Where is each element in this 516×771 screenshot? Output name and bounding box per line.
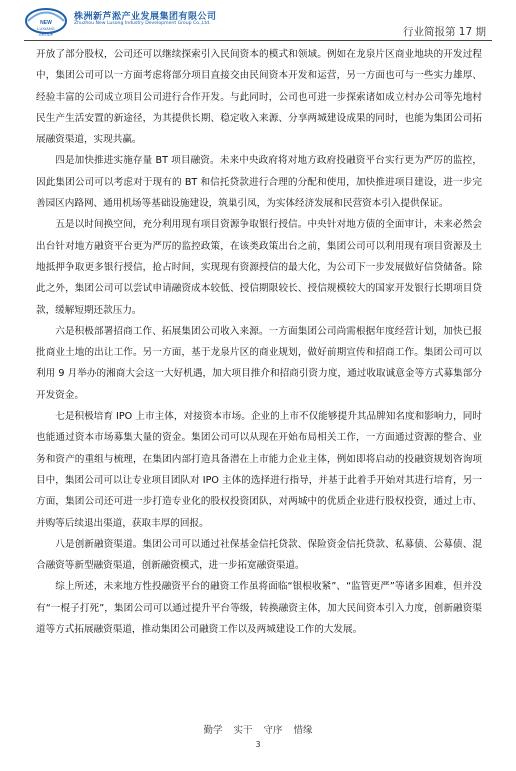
svg-text:GROUP: GROUP — [38, 32, 54, 37]
paragraph-item-5: 五是以时间换空间，充分利用现有项目资源争取银行授信。中央针对地方债的全面审计，未来必然会出台针对地方融资平台更为严厉的监控政策，在该类政策出台之前，集团公司可以利用现有项目资源及土地抵押争取更多银行授信，抢占时间，实现现有资源授信的最大化，为公司下一步发展做好信贷储备。除此之外，集团公司可以尝试申请融资成本较低、授信期限较长、授信规模较大的国家开发银行长期项目贷款，缓解短期还款压力。 — [36, 219, 482, 316]
footer-motto: 勤学 实干 守序 惜缘 — [203, 725, 313, 736]
page-header — [0, 0, 516, 44]
paragraph-conclusion: 综上所述，未来地方性投融资平台的融资工作虽将面临“银根收紧”、“监管更严”等诸多困难，但并没有“一棍子打死”，集团公司可以通过提升平台等级，转换融资主体，加大民间资本引入力度，创新融资渠道等方式拓展融资渠道，推动集团公司融资工作以及两城建设工作的大发展。 — [36, 581, 482, 636]
company-logo-icon — [24, 6, 68, 40]
header-divider — [24, 40, 492, 41]
svg-text:NEW: NEW — [40, 20, 52, 26]
svg-text:LUXIANG: LUXIANG — [37, 26, 55, 31]
paragraph-item-7: 七是积极培育 IPO 上市主体，对接资本市场。企业的上市不仅能够提升其品牌知名度和影响力，同时也能通过资本市场募集大量的资金。集团公司可以从现在开始布局相关工作，一方面通过资源的整合、业务和资产的重组与梳理，在集团内部打造具备潜在上市能力企业主体，例如即将启动的投融资规划咨询项目中，集团公司可以让专业项目团队对 IPO 主体的选择进行指导，并基于此着手开始对其进行培育，另一方面，集团公司还可进一步打造专业化的股权投资团队，对两城中的优质企业进行股权投资，通过上市、并购等后续退出渠道，获取丰厚的回报。 — [36, 411, 482, 529]
issue-number: 行业简报第 17 期 — [402, 26, 486, 38]
paragraph-item-4: 四是加快推进实施存量 BT 项目融资。未来中央政府将对地方政府投融资平台实行更为严厉的监控，因此集团公司可以考虑对于现有的 BT 和信托贷款进行合理的分配和使用，加快推进项目建设，进一步完善园区内路网、通用机场等基础设施建设，筑巢引凤，为实体经济发展和民营资本引入提供保证。 — [36, 155, 482, 210]
paragraph-continued: 开放了部分股权，公司还可以继续探索引入民间资本的模式和领域。例如在龙泉片区商业地块的开发过程中，集团公司可以一方面考虑将部分项目直接交由民间资本开发和运营，另一方面也可与一些实力雄厚、经验丰富的公司成立项目公司进行合作开发。与此同时，公司也可进一步探索诸如成立村办公司等先地村民生产生活安置的新途径，为其提供长期、稳定收入来源、分享两城建设成果的同时，也能为集团公司拓展融资渠道，实现共赢。 — [36, 49, 482, 146]
company-name-cn: 株洲新芦淞产业发展集团有限公司 — [74, 12, 217, 22]
company-name-en: Zhuzhou New Lusong Industry Development Group Co.,Ltd. — [74, 21, 211, 26]
paragraph-item-8: 八是创新融资渠道。集团公司可以通过社保基金信托贷款、保险资金信托贷款、私募债、公募债、混合融资等新型融资渠道，创新融资模式，进一步拓宽融资渠道。 — [36, 538, 482, 572]
document-body — [36, 44, 482, 640]
paragraph-item-6: 六是积极部署招商工作、拓展集团公司收入来源。一方面集团公司尚需根据年度经营计划，加快已报批商业土地的出让工作。另一方面，基于龙泉片区的商业规划，做好前期宣传和招商工作。集团公司可以利用 9 月举办的湘商大会这一大好机遇，加大项目推介和招商引资力度，通过收取诚意金等方式募集部分开发资金。 — [36, 325, 482, 401]
page-number: 3 — [255, 740, 261, 749]
